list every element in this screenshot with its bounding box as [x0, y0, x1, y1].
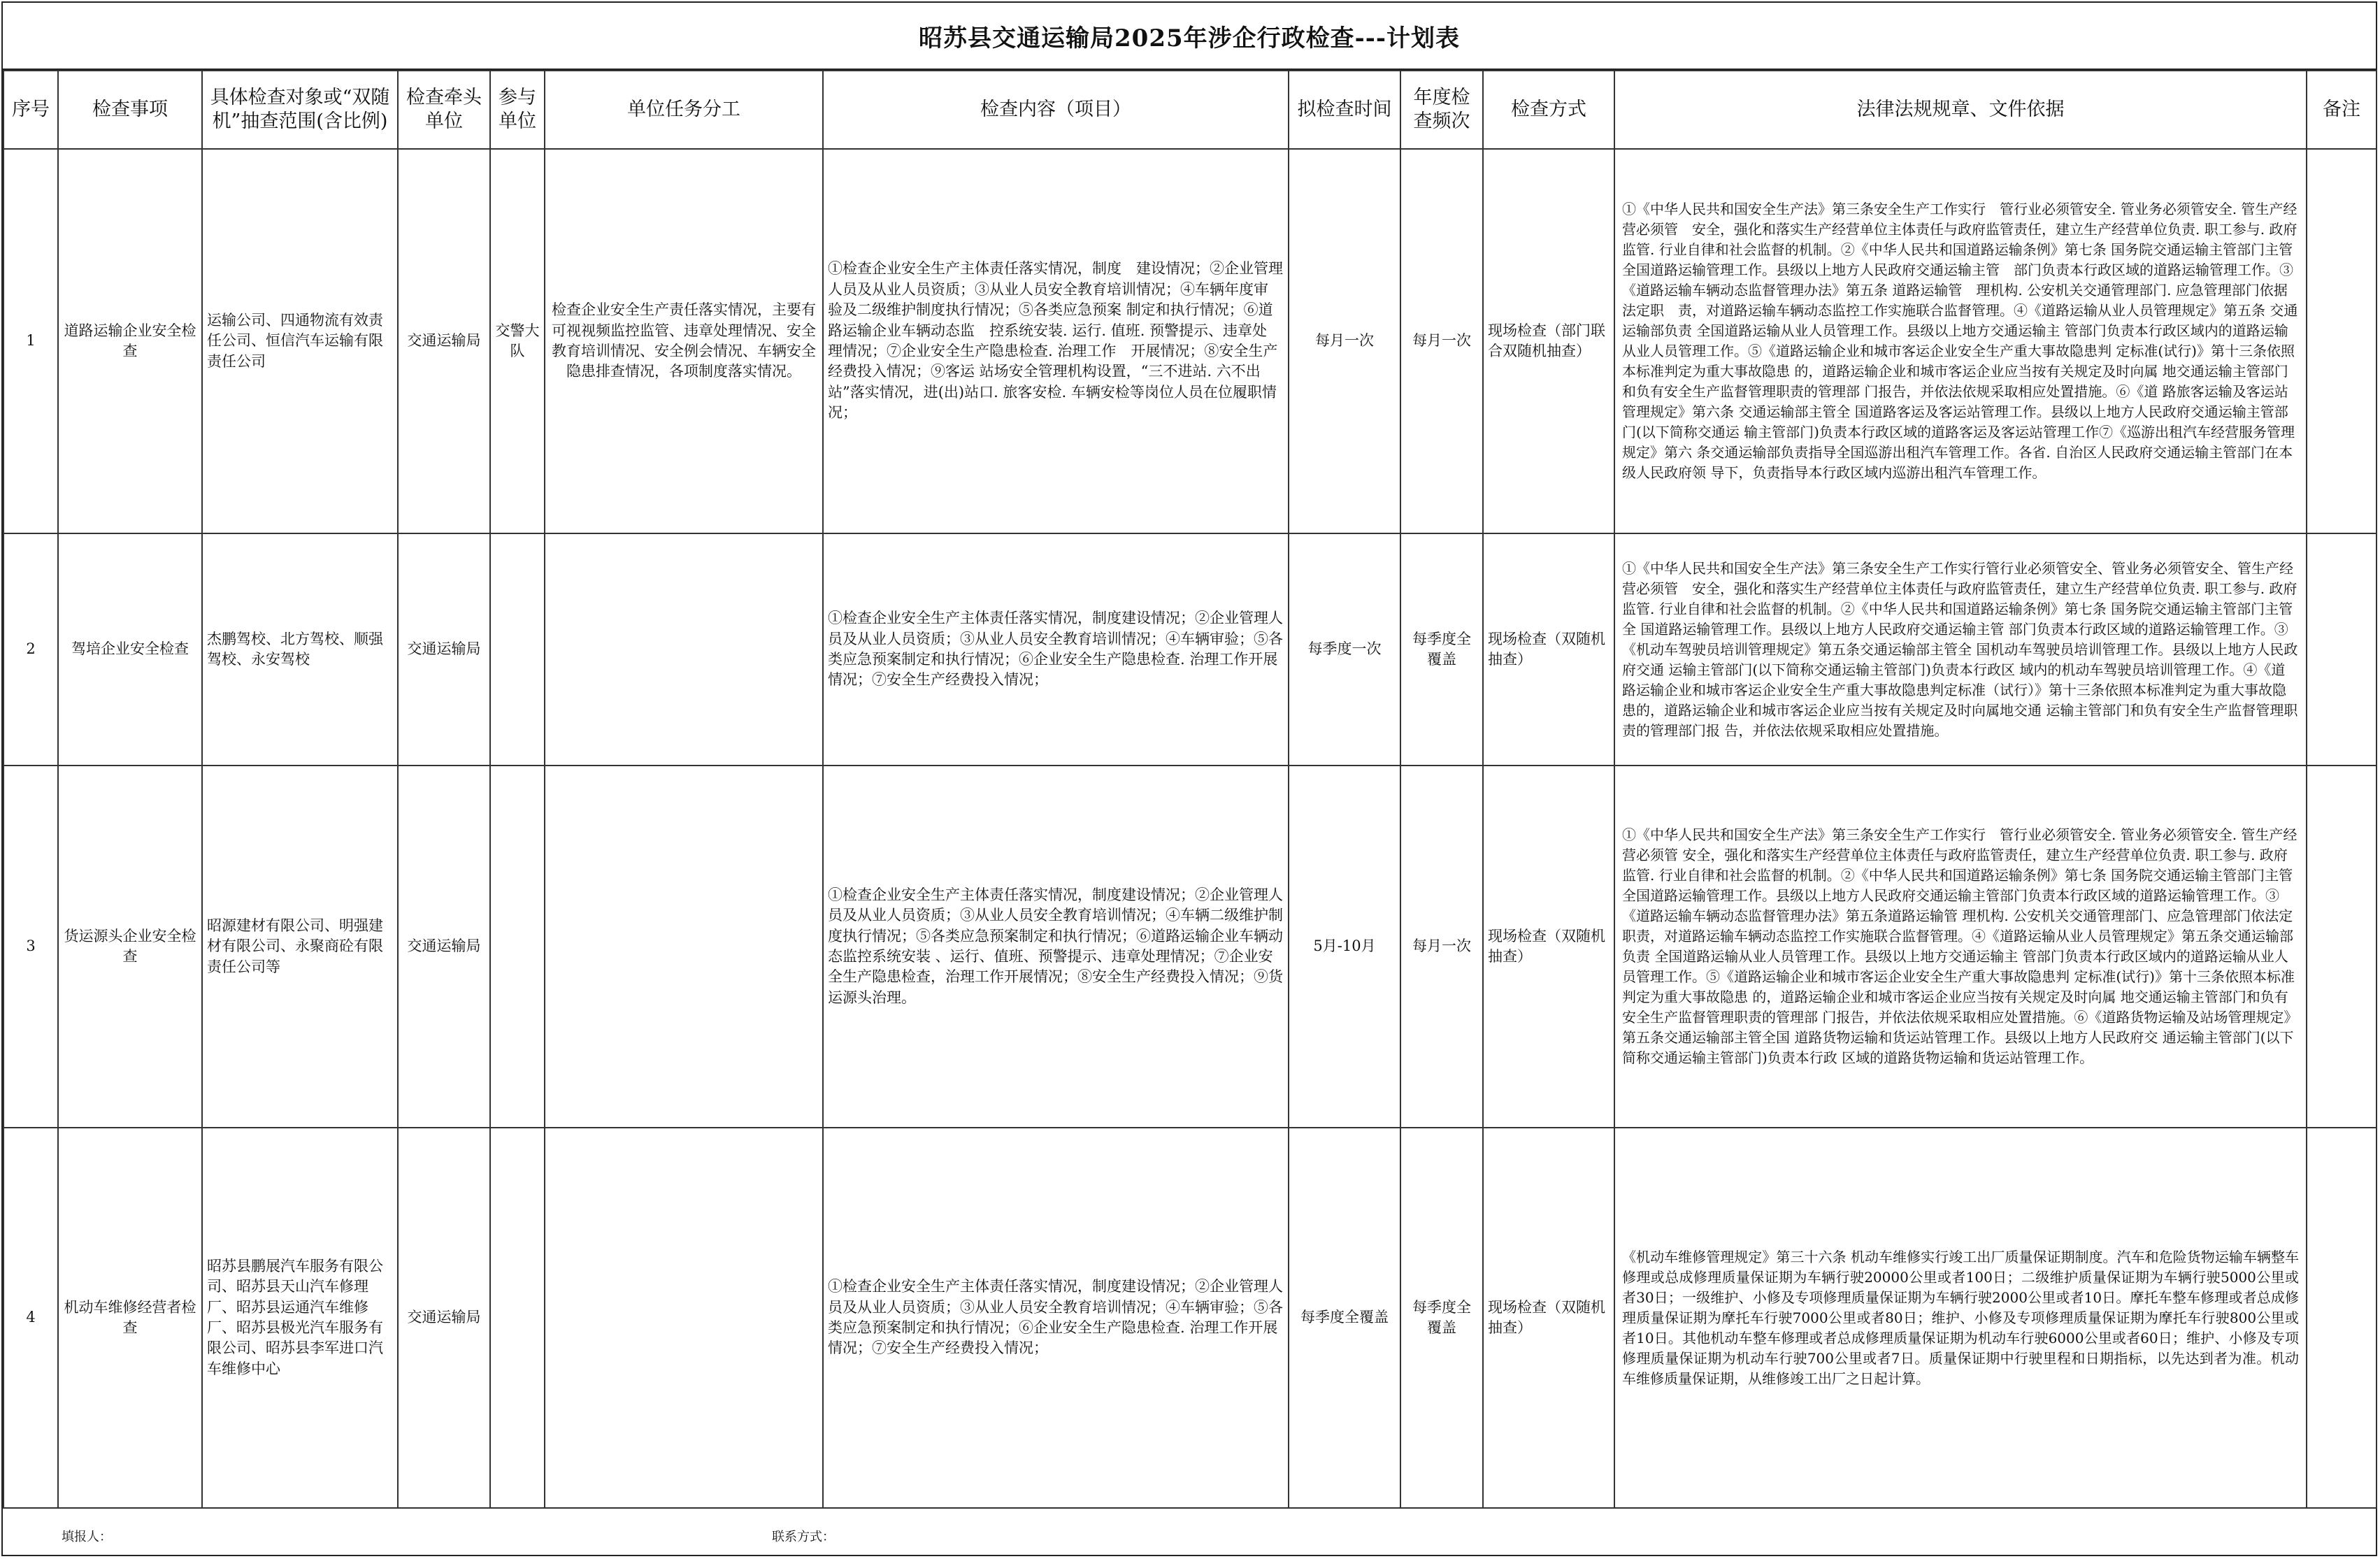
cell-task: 检查企业安全生产责任落实情况，主要有可视视频监控监管、违章处理情况、安全教育培训情况、安全例会情况、车辆安全隐患排查情况，各项制度落实情况。	[545, 149, 823, 533]
header-law: 法律法规规章、文件依据	[1614, 71, 2307, 149]
cell-seq: 2	[3, 533, 58, 766]
cell-law: ①《中华人民共和国安全生产法》第三条安全生产工作实行 管行业必须管安全. 管业务必须管安全. 管生产经营必须管 安全，强化和落实生产经营单位主体责任与政府监管责任，建立生产经营单位负责. 职工参与. 政府监管. 行业自律和社会监督的机制。②《中华人民共和国道路运输条例》第七条 国务院交通运输主管部门主管全国道路运输管理工作。县级以上地方人民政府交通运输主管 部门负责本行政区域的道路运输管理工作。③《道路运输车辆动态监督管理办法》第五条 道路运输管 理机构. 公安机关交通管理部门. 应急管理部门依据法定职 责，对道路运输车辆动态监控工作实施联合监督管理。④《道路运输从业人员管理规定》第五条 交通运输部负责 全国道路运输从业人员管理工作。县级以上地方交通运输主 管部门负责本行政区域内的道路运输从业人员管理工作。⑤《道路运输企业和城市客运企业安全生产重大事故隐患判 定标准(试行)》第十三条依照本标准判定为重大事故隐患 的，道路运输企业和城市客运企业应当按有关规定及时向属 地交通运输主管部门和负有安全生产监督管理职责的管理部 门报告，并依法依规采取相应处置措施。⑥《道 路旅客运输及客运站管理规定》第六条 交通运输部主管全 国道路客运及客运站管理工作。县级以上地方人民政府交通运输主管部门(以下简称交通运 输主管部门)负责本行政区域的道路客运及客运站管理工作⑦《巡游出租汽车经营服务管理规定》第六 条交通运输部负责指导全国巡游出租汽车管理工作。各省. 自治区人民政府交通运输主管部门在本级人民政府领 导下，负责指导本行政区域内巡游出租汽车管理工作。	[1614, 149, 2307, 533]
cell-item: 道路运输企业安全检查	[58, 149, 202, 533]
cell-note	[2307, 1128, 2377, 1508]
cell-lead: 交通运输局	[398, 149, 490, 533]
cell-content: ①检查企业安全生产主体责任落实情况，制度 建设情况；②企业管理人员及从业人员资质；③从业人员安全教育培训情况；④车辆年度审 验及二级维护制度执行情况；⑤各类应急预案 制定和执行情况；⑥道路运输企业车辆动态监 控系统安装. 运行. 值班. 预警提示、违章处 理情况；⑦企业安全生产隐患检查. 治理工作 开展情况；⑧安全生产经费投入情况；⑨客运 站场安全管理机构设置，“三不进站. 六不出 站”落实情况，进(出)站口. 旅客安检. 车辆安检等岗位人员在位履职情况；	[823, 149, 1289, 533]
cell-time: 每季度一次	[1289, 533, 1400, 766]
cell-participant	[490, 533, 545, 766]
header-content: 检查内容（项目）	[823, 71, 1289, 149]
cell-seq: 1	[3, 149, 58, 533]
cell-lead: 交通运输局	[398, 766, 490, 1128]
contact-label: 联系方式：	[772, 1530, 835, 1544]
table-row	[3, 766, 2377, 1128]
cell-freq: 每季度全覆盖	[1400, 533, 1483, 766]
cell-time: 每月一次	[1289, 149, 1400, 533]
cell-time: 每季度全覆盖	[1289, 1128, 1400, 1508]
header-task: 单位任务分工	[545, 71, 823, 149]
cell-method: 现场检查（双随机抽查）	[1483, 766, 1614, 1128]
cell-content: ①检查企业安全生产主体责任落实情况，制度建设情况；②企业管理人员及从业人员资质；③从业人员安全教育培训情况；④车辆审验；⑤各类应急预案制定和执行情况；⑥企业安全生产隐患检查. 治理工作开展情况；⑦安全生产经费投入情况；	[823, 533, 1289, 766]
cell-participant	[490, 1128, 545, 1508]
cell-method: 现场检查（双随机抽查）	[1483, 533, 1614, 766]
footer	[3, 1511, 2376, 1555]
page-title: 昭苏县交通运输局2025年涉企行政检查---计划表	[919, 24, 1460, 52]
cell-freq: 每月一次	[1400, 766, 1483, 1128]
cell-note	[2307, 766, 2377, 1128]
cell-item: 驾培企业安全检查	[58, 533, 202, 766]
cell-task	[545, 533, 823, 766]
header-time: 拟检查时间	[1289, 71, 1400, 149]
header-freq: 年度检查频次	[1400, 71, 1483, 149]
cell-seq: 3	[3, 766, 58, 1128]
cell-item: 货运源头企业安全检查	[58, 766, 202, 1128]
cell-note	[2307, 149, 2377, 533]
cell-task	[545, 766, 823, 1128]
table-row	[3, 533, 2377, 766]
cell-target: 昭源建材有限公司、明强建材有限公司、永聚商砼有限责任公司等	[202, 766, 398, 1128]
table-row	[3, 149, 2377, 533]
plan-table	[3, 70, 2377, 1509]
cell-target: 昭苏县鹏展汽车服务有限公司、昭苏县天山汽车修理厂、昭苏县运通汽车维修厂、昭苏县极光汽车服务有限公司、昭苏县李军进口汽车维修中心	[202, 1128, 398, 1508]
cell-lead: 交通运输局	[398, 533, 490, 766]
cell-method: 现场检查（双随机抽查）	[1483, 1128, 1614, 1508]
cell-task	[545, 1128, 823, 1508]
header-seq: 序号	[3, 71, 58, 149]
header-row	[3, 71, 2377, 149]
cell-content: ①检查企业安全生产主体责任落实情况，制度建设情况；②企业管理人员及从业人员资质；③从业人员安全教育培训情况；④车辆二级维护制度执行情况；⑤各类应急预案制定和执行情况；⑥道路运输企业车辆动态监控系统安装 、运行、值班、预警提示、违章处理情况；⑦企业安全生产隐患检查，治理工作开展情况；⑧安全生产经费投入情况；⑨货运源头治理。	[823, 766, 1289, 1128]
filler-label: 填报人：	[62, 1530, 112, 1544]
header-note: 备注	[2307, 71, 2377, 149]
cell-lead: 交通运输局	[398, 1128, 490, 1508]
cell-law: ①《中华人民共和国安全生产法》第三条安全生产工作实行管行业必须管安全、管业务必须管安全、管生产经营必须管 安全，强化和落实生产经营单位主体责任与政府监管责任，建立生产经营单位负责. 职工参与. 政府监管. 行业自律和社会监督的机制。②《中华人民共和国道路运输条例》第七条 国务院交通运输主管部门主管全 国道路运输管理工作。县级以上地方人民政府交通运输主管 部门负责本行政区域的道路运输管理工作。③《机动车驾驶员培训管理规定》第五条交通运输部主管全 国机动车驾驶员培训管理工作。县级以上地方人民政府交通 运输主管部门(以下简称交通运输主管部门)负责本行政区 域内的机动车驾驶员培训管理工作。④《道路运输企业和城市客运企业安全生产重大事故隐患判定标准（试行）》第十三条依照本标准判定为重大事故隐患的，道路运输企业和城市客运企业应当按有关规定及时向属地交通 运输主管部门和负有安全生产监督管理职责的管理部门报 告，并依法依规采取相应处置措施。	[1614, 533, 2307, 766]
header-item: 检查事项	[58, 71, 202, 149]
cell-target: 运输公司、四通物流有效责任公司、恒信汽车运输有限责任公司	[202, 149, 398, 533]
header-lead: 检查牵头单位	[398, 71, 490, 149]
cell-participant	[490, 766, 545, 1128]
cell-content: ①检查企业安全生产主体责任落实情况，制度建设情况；②企业管理人员及从业人员资质；③从业人员安全教育培训情况；④车辆审验；⑤各类应急预案制定和执行情况；⑥企业安全生产隐患检查. 治理工作开展情况；⑦安全生产经费投入情况；	[823, 1128, 1289, 1508]
cell-item: 机动车维修经营者检查	[58, 1128, 202, 1508]
plan-sheet	[1, 1, 2377, 1556]
cell-freq: 每月一次	[1400, 149, 1483, 533]
title-row	[3, 3, 2376, 70]
cell-target: 杰鹏驾校、北方驾校、顺强驾校、永安驾校	[202, 533, 398, 766]
cell-freq: 每季度全覆盖	[1400, 1128, 1483, 1508]
table-row	[3, 1128, 2377, 1508]
cell-note	[2307, 533, 2377, 766]
cell-law: 《机动车维修管理规定》第三十六条 机动车维修实行竣工出厂质量保证期制度。汽车和危险货物运输车辆整车修理或总成修理质量保证期为车辆行驶20000公里或者100日；二级维护质量保证期为车辆行驶5000公里或者30日；一级维护、小修及专项修理质量保证期为车辆行驶2000公里或者10日。摩托车整车修理或者总成修理质量保证期为摩托车行驶7000公里或者80日；维护、小修及专项修理质量保证期为摩托车行驶800公里或者10日。其他机动车整车修理或者总成修理质量保证期为机动车行驶6000公里或者60日；维护、小修及专项修理质量保证期为机动车行驶700公里或者7日。质量保证期中行驶里程和日期指标，以先达到者为准。机动车维修质量保证期，从维修竣工出厂之日起计算。	[1614, 1128, 2307, 1508]
header-participant: 参与单位	[490, 71, 545, 149]
header-target: 具体检查对象或“双随机”抽查范围(含比例)	[202, 71, 398, 149]
cell-method: 现场检查（部门联合双随机抽查）	[1483, 149, 1614, 533]
cell-participant: 交警大队	[490, 149, 545, 533]
cell-law: ①《中华人民共和国安全生产法》第三条安全生产工作实行 管行业必须管安全. 管业务必须管安全. 管生产经营必须管 安全，强化和落实生产经营单位主体责任与政府监管责任，建立生产经营单位负责. 职工参与. 政府监管. 行业自律和社会监督的机制。②《中华人民共和国道路运输条例》第七条 国务院交通运输主管部门主管全国道路运输管理工作。县级以上地方人民政府交通运输主管部门负责本行政区域的道路运输管理工作。③《道路运输车辆动态监督管理办法》第五条道路运输管 理机构. 公安机关交通管理部门、应急管理部门依法定职责，对道路运输车辆动态监控工作实施联合监督管理。④《道路运输从业人员管理规定》第五条交通运输部负责 全国道路运输从业人员管理工作。县级以上地方交通运输主 管部门负责本行政区域内的道路运输从业人员管理工作。⑤《道路运输企业和城市客运企业安全生产重大事故隐患判 定标准(试行)》第十三条依照本标准判定为重大事故隐患 的，道路运输企业和城市客运企业应当按有关规定及时向属 地交通运输主管部门和负有安全生产监督管理职责的管理部 门报告，并依法依规采取相应处置措施。⑥《道路货物运输及站场管理规定》第五条交通运输部主管全国 道路货物运输和货运站管理工作。县级以上地方人民政府交 通运输主管部门(以下简称交通运输主管部门)负责本行政 区域的道路货物运输和货运站管理工作。	[1614, 766, 2307, 1128]
header-method: 检查方式	[1483, 71, 1614, 149]
cell-seq: 4	[3, 1128, 58, 1508]
cell-time: 5月-10月	[1289, 766, 1400, 1128]
